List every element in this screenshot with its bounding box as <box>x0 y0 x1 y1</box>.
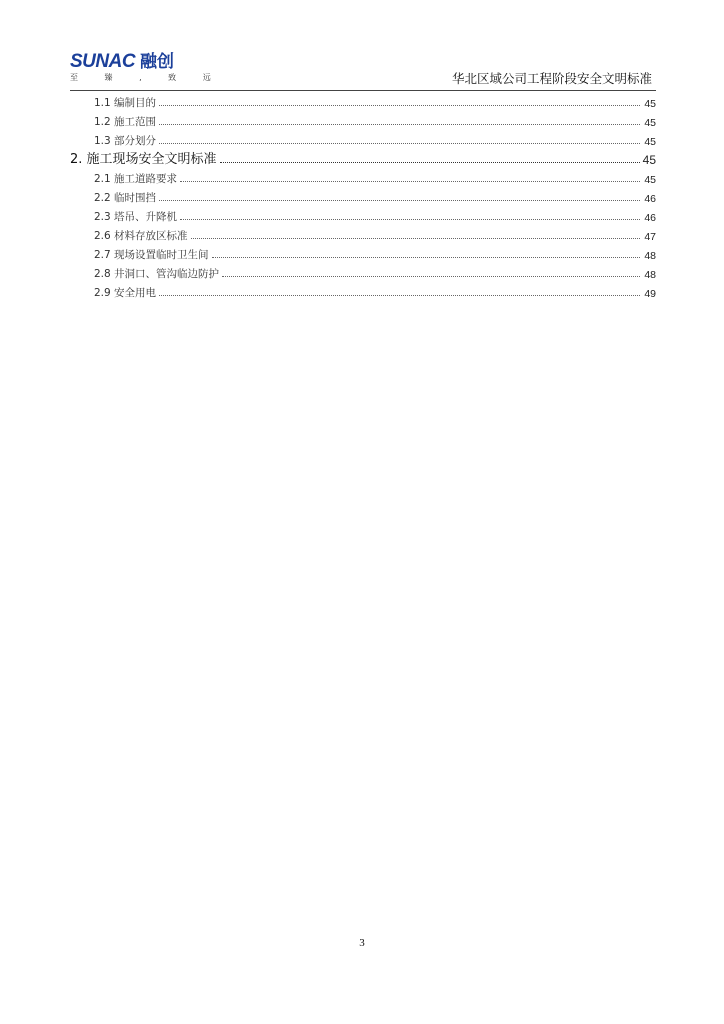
toc-dot-leader <box>191 238 640 239</box>
document-title: 华北区域公司工程阶段安全文明标准 <box>451 71 652 86</box>
toc-dot-leader <box>159 143 640 144</box>
toc-entry-title: 1.1 编制目的 <box>94 97 157 109</box>
toc-entry-page: 46 <box>644 193 656 205</box>
table-of-contents <box>70 91 656 300</box>
toc-dot-leader <box>159 105 640 106</box>
toc-entry-title: 1.2 施工范围 <box>94 116 157 128</box>
toc-dot-leader <box>180 219 640 220</box>
toc-dot-leader <box>159 124 640 125</box>
toc-entry-page: 48 <box>644 250 656 262</box>
toc-entry-page: 46 <box>644 212 656 224</box>
page-number: 3 <box>359 937 365 949</box>
toc-entry-title: 2.8 井洞口、管沟临边防护 <box>94 268 220 280</box>
toc-subsection-entry[interactable] <box>70 186 656 205</box>
logo-chinese: 融创 <box>140 52 174 72</box>
toc-entry-title: 2.7 现场设置临时卫生间 <box>94 249 209 261</box>
toc-entry-title: 1.3 部分划分 <box>94 135 157 147</box>
toc-entry-page: 49 <box>644 288 656 300</box>
toc-subsection-entry[interactable] <box>70 129 656 148</box>
toc-dot-leader <box>159 295 640 296</box>
toc-dot-leader <box>220 162 640 163</box>
toc-entry-page: 47 <box>644 231 656 243</box>
toc-entry-title: 2.3 塔吊、升降机 <box>94 211 178 223</box>
toc-entry-title: 2.2 临时围挡 <box>94 192 157 204</box>
logo-wordmark: SUNAC <box>70 51 136 72</box>
toc-entry-page: 45 <box>644 174 656 186</box>
toc-entry-page: 45 <box>644 117 656 129</box>
toc-section-entry[interactable] <box>70 148 656 167</box>
sunac-logo <box>70 51 223 86</box>
toc-dot-leader <box>212 257 640 258</box>
toc-subsection-entry[interactable] <box>70 243 656 262</box>
toc-entry-title: 2. 施工现场安全文明标准 <box>70 152 217 167</box>
toc-subsection-entry[interactable] <box>70 167 656 186</box>
toc-subsection-entry[interactable] <box>70 110 656 129</box>
toc-subsection-entry[interactable] <box>70 91 656 110</box>
toc-entry-title: 2.6 材料存放区标准 <box>94 230 188 242</box>
toc-entry-page: 45 <box>644 136 656 148</box>
toc-dot-leader <box>159 200 640 201</box>
toc-subsection-entry[interactable] <box>70 262 656 281</box>
toc-dot-leader <box>180 181 640 182</box>
toc-entry-title: 2.9 安全用电 <box>94 287 157 299</box>
toc-entry-title: 2.1 施工道路要求 <box>94 173 178 185</box>
toc-subsection-entry[interactable] <box>70 224 656 243</box>
toc-subsection-entry[interactable] <box>70 205 656 224</box>
logo-slogan: 至 臻 , 致 远 <box>70 73 223 82</box>
page-header <box>70 44 656 91</box>
toc-subsection-entry[interactable] <box>70 281 656 300</box>
toc-entry-page: 48 <box>644 269 656 281</box>
toc-entry-page: 45 <box>644 98 656 110</box>
toc-entry-page: 45 <box>642 153 656 167</box>
toc-dot-leader <box>222 276 640 277</box>
